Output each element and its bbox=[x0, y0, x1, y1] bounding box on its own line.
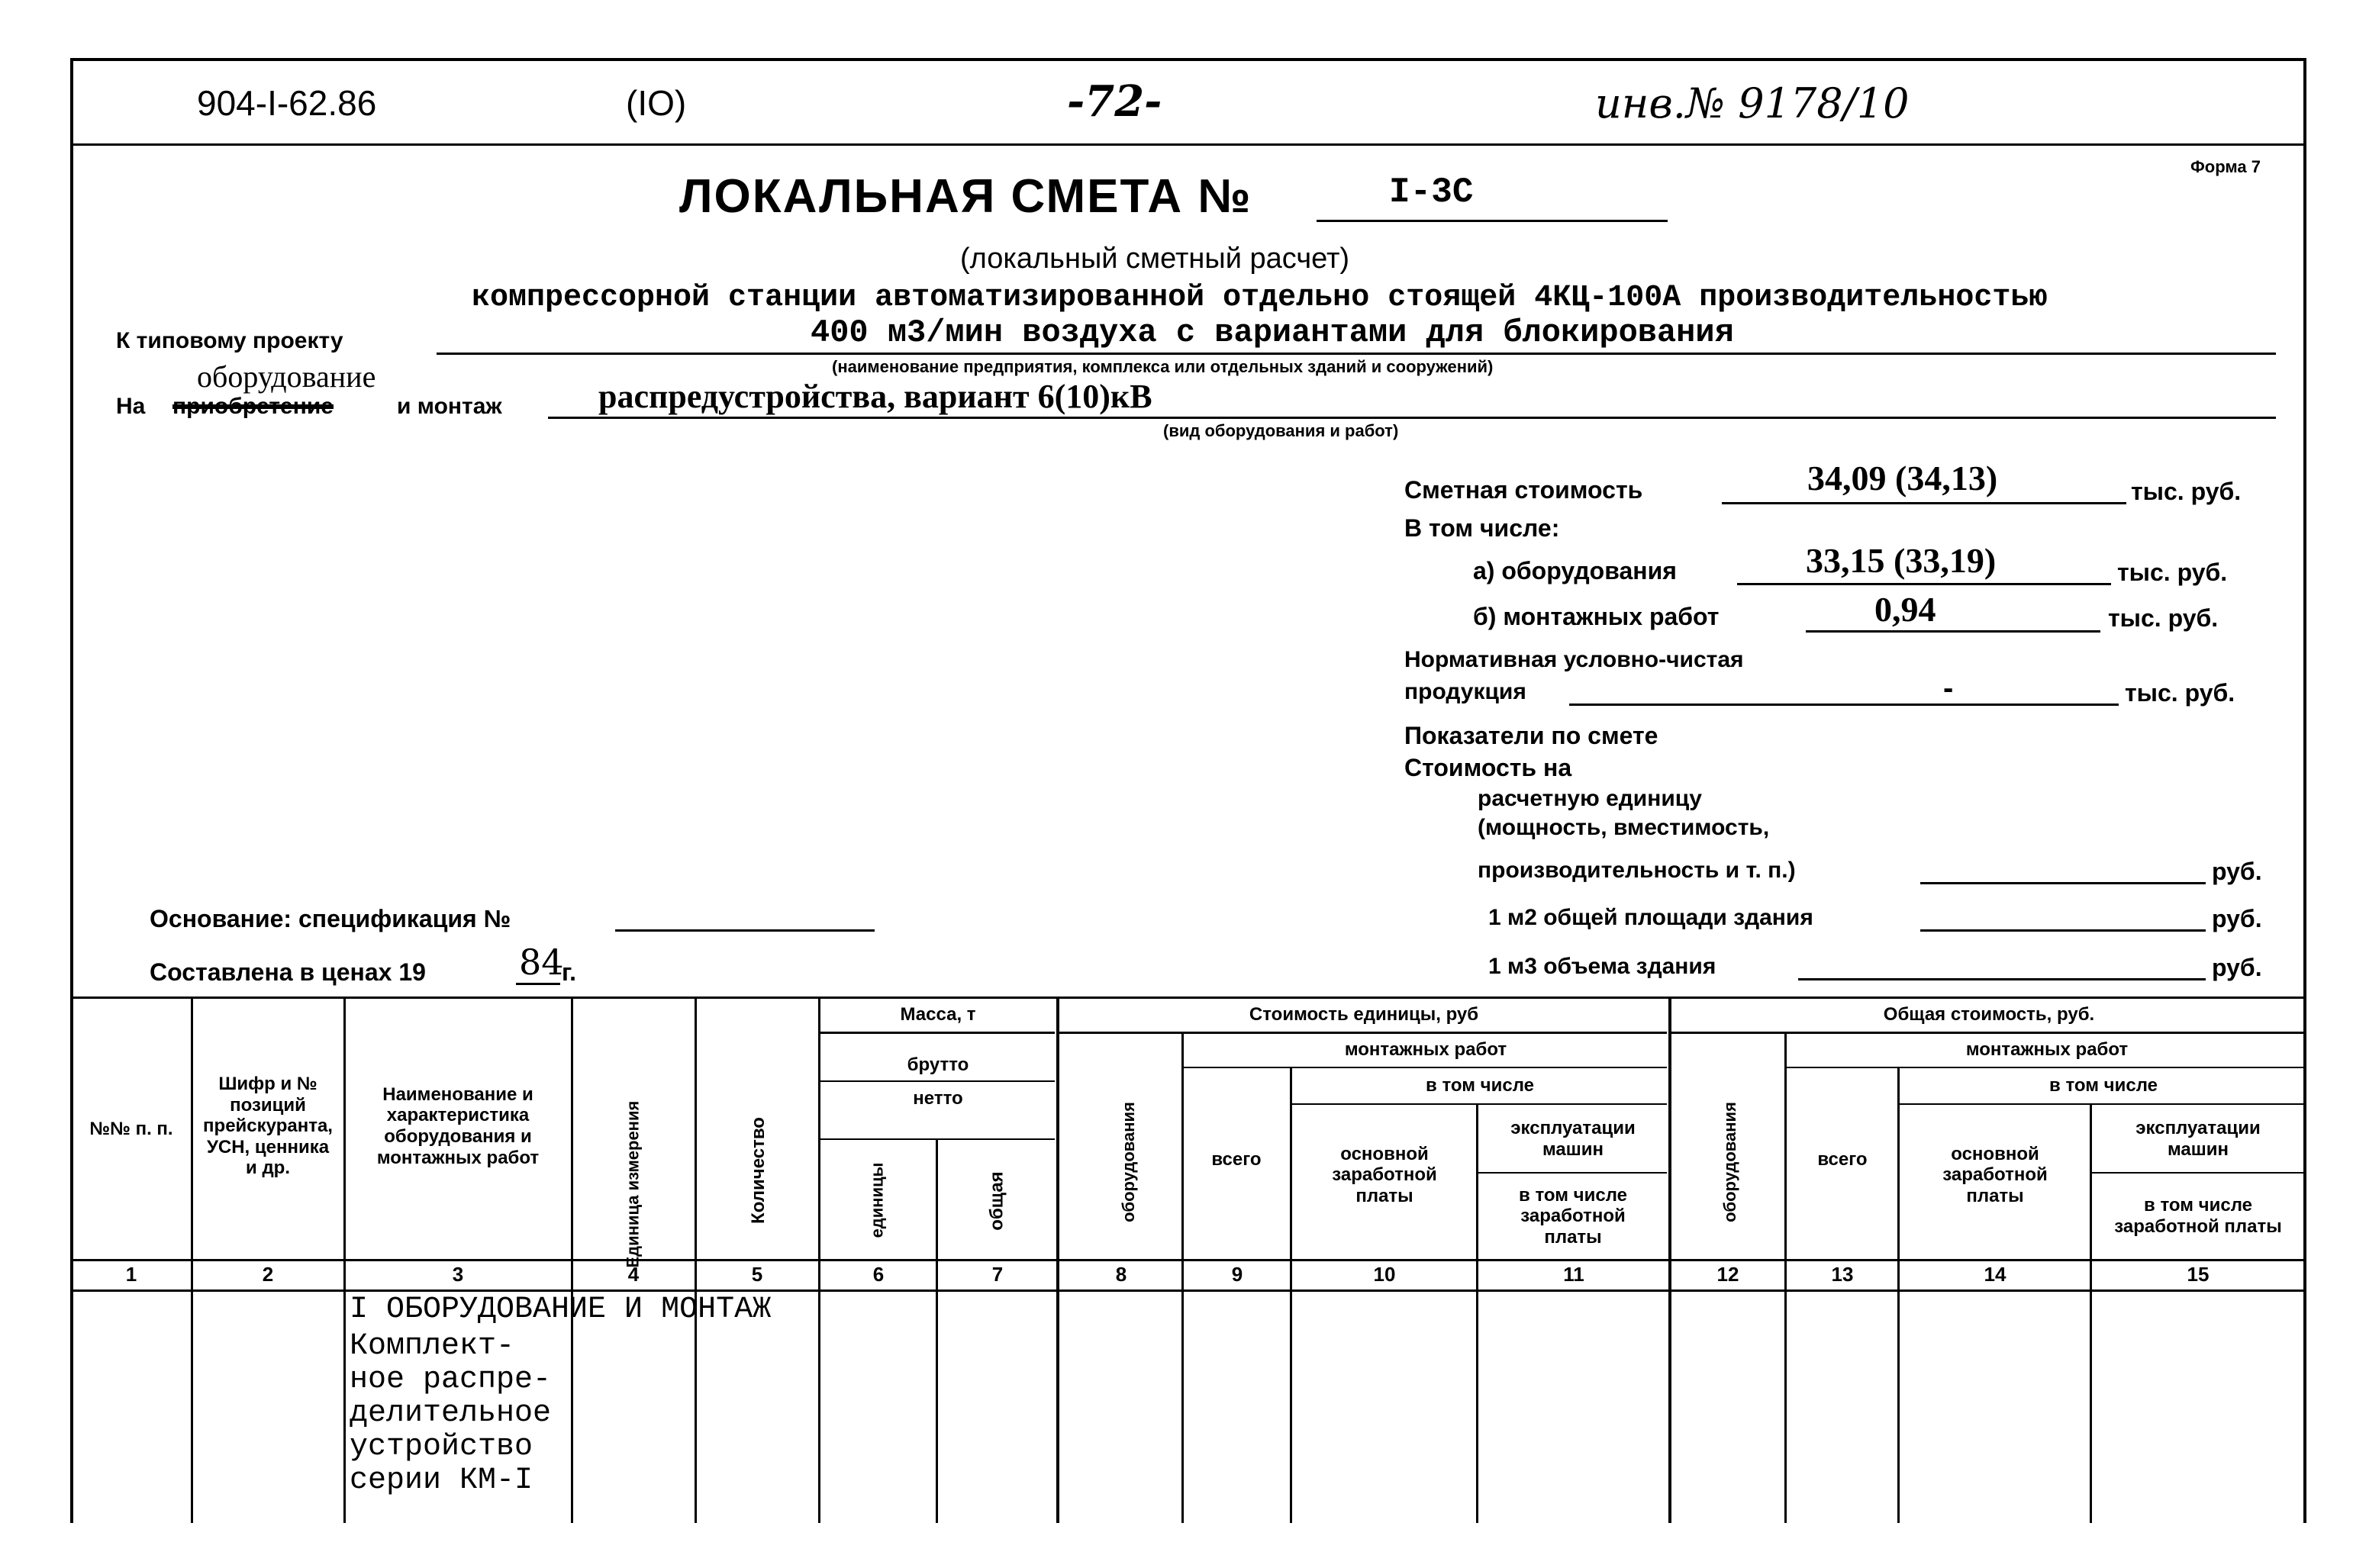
spec-label: Основание: спецификация № bbox=[150, 905, 511, 932]
brutto-hline bbox=[818, 1080, 1055, 1082]
title-number-line bbox=[1317, 220, 1668, 222]
header-col-11b: в том числе заработной платы bbox=[1519, 1184, 1627, 1248]
work-prefix-a: На bbox=[116, 394, 146, 419]
row-text-5: серии КМ-I bbox=[350, 1463, 533, 1498]
header-total-cost: Общая стоимость, руб. bbox=[1883, 1004, 2095, 1025]
frame-right bbox=[2303, 58, 2306, 1523]
mount-rule bbox=[1806, 630, 2100, 633]
header-col-4-text: Единица измерения bbox=[623, 1100, 643, 1268]
spec-rule bbox=[615, 929, 875, 932]
col-number-1: 1 bbox=[125, 1263, 137, 1286]
work-struck-word: приобретение bbox=[172, 394, 334, 419]
table-numbers-bottom bbox=[70, 1289, 2306, 1292]
header-col-9: всего bbox=[1211, 1149, 1262, 1170]
indicators-label-1: Показатели по смете bbox=[1404, 722, 1658, 749]
col-number-12: 12 bbox=[1716, 1263, 1739, 1286]
norm-label-2: продукция bbox=[1404, 679, 1526, 704]
col-number-7: 7 bbox=[991, 1263, 1004, 1286]
album-number: (IO) bbox=[626, 83, 687, 123]
header-col-8: оборудования bbox=[1118, 1102, 1138, 1222]
header-divider bbox=[70, 143, 2306, 146]
norm-rule bbox=[1569, 704, 2119, 706]
incl-label: В том числе: bbox=[1404, 514, 1560, 542]
area-unit: руб. bbox=[2212, 905, 2262, 932]
header-brutto: брутто bbox=[907, 1054, 969, 1076]
frame-left bbox=[70, 58, 73, 1523]
col-number-3: 3 bbox=[452, 1263, 464, 1286]
col-number-14: 14 bbox=[1984, 1263, 2006, 1286]
unitcost-incl-hline bbox=[1291, 1103, 1667, 1105]
col-number-5: 5 bbox=[751, 1263, 763, 1286]
header-col-15b: в том числе заработной платы bbox=[2114, 1195, 2282, 1237]
header-mass: Масса, т bbox=[900, 1004, 976, 1025]
form-label: Форма 7 bbox=[2190, 157, 2261, 176]
header-col-15a: эксплуатации машин bbox=[2135, 1118, 2261, 1160]
page-title: ЛОКАЛЬНАЯ СМЕТА № bbox=[679, 170, 1252, 223]
col-number-4: 4 bbox=[627, 1263, 640, 1286]
norm-value: - bbox=[1943, 671, 1954, 705]
header-col-5: Количество bbox=[747, 1117, 769, 1224]
mass-hline bbox=[818, 1032, 1055, 1034]
header-col-6: единицы bbox=[867, 1162, 887, 1238]
norm-unit: тыс. руб. bbox=[2125, 679, 2235, 707]
row-text-1: Комплект- bbox=[350, 1329, 515, 1364]
work-over-text: оборудование bbox=[197, 359, 376, 394]
col-line-4 bbox=[695, 997, 697, 1523]
mount-unit: тыс. руб. bbox=[2108, 604, 2219, 632]
work-caption: (вид оборудования и работ) bbox=[1163, 421, 1399, 440]
col-number-11: 11 bbox=[1563, 1263, 1584, 1286]
col-line-9 bbox=[1290, 1067, 1292, 1523]
work-value: распредустройства, вариант 6(10)кВ bbox=[598, 378, 1152, 415]
col-line-5 bbox=[818, 997, 820, 1523]
header-mount: монтажных работ bbox=[1344, 1039, 1507, 1061]
page-number: -72- bbox=[1067, 76, 1162, 127]
col-line-8 bbox=[1181, 1032, 1184, 1523]
row-text-3: делительное bbox=[350, 1396, 552, 1431]
col-line-3 bbox=[571, 997, 573, 1523]
header-col-1: №№ п. п. bbox=[89, 1119, 173, 1140]
object-line-2: 400 м3/мин воздуха с вариантами для блокирования bbox=[811, 314, 1734, 351]
cost-unit: тыс. руб. bbox=[2131, 478, 2242, 505]
col-line-13 bbox=[1897, 1067, 1900, 1523]
header-col-13: всего bbox=[1817, 1149, 1868, 1170]
header-col-3: Наименование и характеристика оборудования и монтажных работ bbox=[376, 1083, 540, 1168]
object-line-2-rule bbox=[437, 353, 2276, 355]
header-netto: нетто bbox=[913, 1088, 963, 1109]
header-col-11a: эксплуатации машин bbox=[1510, 1118, 1636, 1160]
col-number-2: 2 bbox=[262, 1263, 274, 1286]
header-col-10: основной заработной платы bbox=[1332, 1143, 1437, 1206]
equip-label: а) оборудования bbox=[1473, 557, 1677, 584]
work-prefix-b: и монтаж bbox=[397, 394, 502, 419]
indicators-rule bbox=[1920, 882, 2206, 884]
object-line-1: компрессорной станции автоматизированной отдельно стоящей 4КЦ-100А производительностью bbox=[472, 281, 2048, 315]
total-incl-hline bbox=[1899, 1103, 2306, 1105]
indicators-label-3: расчетную единицу bbox=[1478, 786, 1702, 811]
volume-unit: руб. bbox=[2212, 954, 2262, 981]
inventory-number: инв.№ 9178/10 bbox=[1595, 79, 1910, 127]
cost-label: Сметная стоимость bbox=[1404, 476, 1643, 504]
prices-prefix: Составлена в ценах 19 bbox=[150, 958, 426, 986]
volume-rule bbox=[1798, 978, 2206, 980]
header-incl: в том числе bbox=[1426, 1075, 1534, 1096]
title-subtitle: (локальный сметный расчет) bbox=[960, 243, 1350, 275]
indicators-unit: руб. bbox=[2212, 858, 2262, 885]
col-line-11 bbox=[1668, 997, 1671, 1523]
header-col-14: основной заработной платы bbox=[1942, 1143, 2048, 1206]
col-line-1 bbox=[191, 997, 193, 1523]
object-prefix: К типовому проекту bbox=[116, 328, 343, 353]
header-mount-2: монтажных работ bbox=[1965, 1039, 2129, 1061]
estimate-number: I-3C bbox=[1389, 172, 1474, 212]
col-line-6 bbox=[936, 1140, 938, 1523]
indicators-label-5: производительность и т. п.) bbox=[1478, 858, 1796, 883]
mount-value: 0,94 bbox=[1874, 590, 1936, 629]
header-col-4 bbox=[624, 1101, 642, 1268]
unitcost-c11-hline bbox=[1478, 1172, 1667, 1174]
col-number-9: 9 bbox=[1231, 1263, 1243, 1286]
section-title: I ОБОРУДОВАНИЕ И МОНТАЖ bbox=[350, 1293, 772, 1327]
row-text-2: ное распре- bbox=[350, 1363, 552, 1397]
mount-label: б) монтажных работ bbox=[1473, 603, 1720, 630]
indicators-label-2: Стоимость на bbox=[1404, 754, 1572, 781]
header-col-2: Шифр и № позиций прейскуранта, УСН, ценника и др. bbox=[203, 1074, 333, 1179]
header-col-7: общая bbox=[986, 1171, 1007, 1231]
col-line-12 bbox=[1784, 1032, 1787, 1523]
col-line-10 bbox=[1476, 1103, 1478, 1523]
col-line-2 bbox=[343, 997, 346, 1523]
prices-year-rule bbox=[516, 983, 560, 985]
header-col-12: оборудования bbox=[1720, 1102, 1739, 1222]
cost-value: 34,09 (34,13) bbox=[1807, 459, 1998, 497]
prices-suffix: г. bbox=[562, 958, 577, 986]
prices-year: 84 bbox=[519, 942, 564, 983]
col-number-6: 6 bbox=[872, 1263, 885, 1286]
equip-value: 33,15 (33,19) bbox=[1806, 541, 1997, 580]
area-label: 1 м2 общей площади здания bbox=[1488, 905, 1813, 930]
col-number-10: 10 bbox=[1373, 1263, 1396, 1286]
volume-label: 1 м3 объема здания bbox=[1488, 954, 1716, 979]
total-c15-hline bbox=[2091, 1172, 2306, 1174]
work-rule bbox=[548, 417, 2276, 419]
equip-unit: тыс. руб. bbox=[2117, 559, 2228, 586]
object-caption: (наименование предприятия, комплекса или отдельных зданий и сооружений) bbox=[832, 357, 1494, 376]
row-text-4: устройство bbox=[350, 1430, 533, 1464]
indicators-label-4: (мощность, вместимость, bbox=[1478, 815, 1770, 840]
equip-rule bbox=[1737, 583, 2111, 585]
frame-top bbox=[70, 58, 2306, 61]
col-number-13: 13 bbox=[1831, 1263, 1854, 1286]
header-incl-2: в том числе bbox=[2049, 1075, 2158, 1096]
norm-label-1: Нормативная условно-чистая bbox=[1404, 647, 1744, 672]
doc-code: 904-I-62.86 bbox=[197, 83, 377, 123]
col-number-15: 15 bbox=[2187, 1263, 2210, 1286]
col-number-8: 8 bbox=[1115, 1263, 1127, 1286]
col-line-14 bbox=[2090, 1103, 2092, 1523]
area-rule bbox=[1920, 929, 2206, 932]
cost-rule bbox=[1722, 502, 2126, 504]
col-line-7 bbox=[1056, 997, 1059, 1523]
header-unit-cost: Стоимость единицы, руб bbox=[1249, 1004, 1479, 1025]
